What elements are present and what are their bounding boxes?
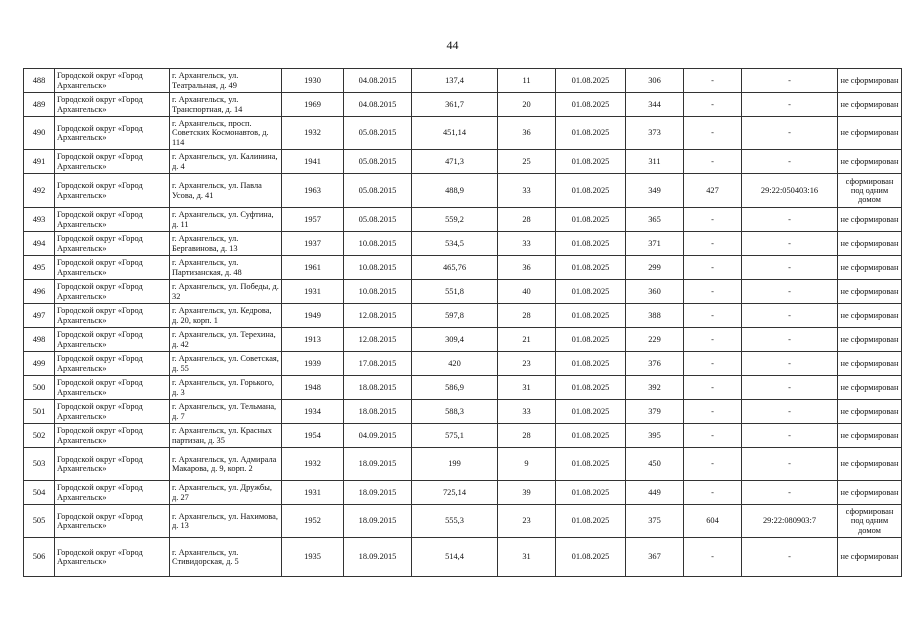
cadastre-cell: -: [742, 481, 838, 505]
plan-date-cell: 01.08.2025: [556, 538, 626, 577]
row-number: 506: [24, 538, 55, 577]
land-area-cell: -: [684, 448, 742, 481]
address-cell: г. Архангельск, ул. Горького, д. 3: [170, 376, 282, 400]
count-cell: 28: [498, 208, 556, 232]
year-cell: 1948: [282, 376, 344, 400]
land-area-cell: -: [684, 424, 742, 448]
date-cell: 18.09.2015: [344, 538, 412, 577]
table-body: [24, 69, 902, 577]
land-area-cell: -: [684, 328, 742, 352]
cadastre-cell: -: [742, 376, 838, 400]
date-cell: 17.08.2015: [344, 352, 412, 376]
year-cell: 1949: [282, 304, 344, 328]
count-cell: 23: [498, 352, 556, 376]
plan-date-cell: 01.08.2025: [556, 174, 626, 208]
months-cell: 392: [626, 376, 684, 400]
area-cell: 588,3: [412, 400, 498, 424]
address-cell: г. Архангельск, ул. Адмирала Макарова, д. 9, корп. 2: [170, 448, 282, 481]
date-cell: 18.08.2015: [344, 400, 412, 424]
address-cell: г. Архангельск, ул. Советская, д. 55: [170, 352, 282, 376]
status-cell: не сформирован: [838, 424, 902, 448]
plan-date-cell: 01.08.2025: [556, 424, 626, 448]
count-cell: 20: [498, 93, 556, 117]
status-cell: не сформирован: [838, 538, 902, 577]
plan-date-cell: 01.08.2025: [556, 150, 626, 174]
row-number: 501: [24, 400, 55, 424]
table-row: [24, 538, 902, 577]
municipality-cell: Городской округ «Город Архангельск»: [55, 208, 170, 232]
table-row: [24, 208, 902, 232]
date-cell: 10.08.2015: [344, 232, 412, 256]
count-cell: 9: [498, 448, 556, 481]
date-cell: 05.08.2015: [344, 208, 412, 232]
date-cell: 18.08.2015: [344, 376, 412, 400]
table-row: [24, 117, 902, 150]
municipality-cell: Городской округ «Город Архангельск»: [55, 93, 170, 117]
area-cell: 575,1: [412, 424, 498, 448]
land-area-cell: -: [684, 232, 742, 256]
date-cell: 12.08.2015: [344, 304, 412, 328]
count-cell: 40: [498, 280, 556, 304]
status-cell: не сформирован: [838, 280, 902, 304]
count-cell: 33: [498, 400, 556, 424]
area-cell: 534,5: [412, 232, 498, 256]
municipality-cell: Городской округ «Город Архангельск»: [55, 424, 170, 448]
count-cell: 36: [498, 117, 556, 150]
cadastre-cell: -: [742, 280, 838, 304]
table-row: [24, 69, 902, 93]
row-number: 503: [24, 448, 55, 481]
municipality-cell: Городской округ «Город Архангельск»: [55, 117, 170, 150]
area-cell: 137,4: [412, 69, 498, 93]
address-cell: г. Архангельск, ул. Бергавинова, д. 13: [170, 232, 282, 256]
address-cell: г. Архангельск, ул. Нахимова, д. 13: [170, 505, 282, 538]
count-cell: 39: [498, 481, 556, 505]
table-row: [24, 376, 902, 400]
address-cell: г. Архангельск, ул. Терехина, д. 42: [170, 328, 282, 352]
land-area-cell: -: [684, 538, 742, 577]
plan-date-cell: 01.08.2025: [556, 232, 626, 256]
year-cell: 1969: [282, 93, 344, 117]
address-cell: г. Архангельск, ул. Кедрова, д. 20, корп. 1: [170, 304, 282, 328]
municipality-cell: Городской округ «Город Архангельск»: [55, 69, 170, 93]
table-row: [24, 280, 902, 304]
year-cell: 1939: [282, 352, 344, 376]
land-area-cell: -: [684, 376, 742, 400]
year-cell: 1963: [282, 174, 344, 208]
status-cell: не сформирован: [838, 117, 902, 150]
municipality-cell: Городской округ «Город Архангельск»: [55, 174, 170, 208]
months-cell: 449: [626, 481, 684, 505]
months-cell: 311: [626, 150, 684, 174]
months-cell: 375: [626, 505, 684, 538]
area-cell: 559,2: [412, 208, 498, 232]
row-number: 498: [24, 328, 55, 352]
municipality-cell: Городской округ «Город Архангельск»: [55, 505, 170, 538]
year-cell: 1952: [282, 505, 344, 538]
date-cell: 10.08.2015: [344, 280, 412, 304]
months-cell: 373: [626, 117, 684, 150]
row-number: 491: [24, 150, 55, 174]
address-cell: г. Архангельск, ул. Суфтина, д. 11: [170, 208, 282, 232]
land-area-cell: -: [684, 280, 742, 304]
status-cell: не сформирован: [838, 376, 902, 400]
count-cell: 31: [498, 376, 556, 400]
count-cell: 28: [498, 304, 556, 328]
municipality-cell: Городской округ «Город Архангельск»: [55, 280, 170, 304]
housing-registry-table: [23, 68, 902, 577]
status-cell: сформирован под одним домом: [838, 174, 902, 208]
status-cell: не сформирован: [838, 232, 902, 256]
row-number: 499: [24, 352, 55, 376]
area-cell: 597,8: [412, 304, 498, 328]
date-cell: 05.08.2015: [344, 174, 412, 208]
plan-date-cell: 01.08.2025: [556, 481, 626, 505]
date-cell: 04.08.2015: [344, 69, 412, 93]
status-cell: не сформирован: [838, 208, 902, 232]
cadastre-cell: -: [742, 400, 838, 424]
months-cell: 360: [626, 280, 684, 304]
count-cell: 21: [498, 328, 556, 352]
page-number: 44: [446, 38, 459, 52]
area-cell: 420: [412, 352, 498, 376]
area-cell: 471,3: [412, 150, 498, 174]
cadastre-cell: -: [742, 232, 838, 256]
status-cell: не сформирован: [838, 256, 902, 280]
municipality-cell: Городской округ «Город Архангельск»: [55, 448, 170, 481]
date-cell: 05.08.2015: [344, 117, 412, 150]
land-area-cell: -: [684, 69, 742, 93]
months-cell: 367: [626, 538, 684, 577]
cadastre-cell: -: [742, 304, 838, 328]
area-cell: 199: [412, 448, 498, 481]
count-cell: 33: [498, 174, 556, 208]
plan-date-cell: 01.08.2025: [556, 117, 626, 150]
area-cell: 555,3: [412, 505, 498, 538]
address-cell: г. Архангельск, ул. Стивидорская, д. 5: [170, 538, 282, 577]
status-cell: сформирован под одним домом: [838, 505, 902, 538]
plan-date-cell: 01.08.2025: [556, 208, 626, 232]
cadastre-cell: -: [742, 448, 838, 481]
count-cell: 25: [498, 150, 556, 174]
land-area-cell: -: [684, 93, 742, 117]
table-row: [24, 352, 902, 376]
months-cell: 229: [626, 328, 684, 352]
municipality-cell: Городской округ «Город Архангельск»: [55, 150, 170, 174]
cadastre-cell: -: [742, 150, 838, 174]
months-cell: 376: [626, 352, 684, 376]
table-row: [24, 424, 902, 448]
area-cell: 586,9: [412, 376, 498, 400]
count-cell: 11: [498, 69, 556, 93]
land-area-cell: -: [684, 400, 742, 424]
municipality-cell: Городской округ «Город Архангельск»: [55, 481, 170, 505]
count-cell: 31: [498, 538, 556, 577]
cadastre-cell: -: [742, 538, 838, 577]
year-cell: 1957: [282, 208, 344, 232]
cadastre-cell: -: [742, 69, 838, 93]
land-area-cell: -: [684, 150, 742, 174]
year-cell: 1931: [282, 481, 344, 505]
cadastre-cell: 29:22:050403:16: [742, 174, 838, 208]
row-number: 495: [24, 256, 55, 280]
municipality-cell: Городской округ «Город Архангельск»: [55, 304, 170, 328]
land-area-cell: -: [684, 481, 742, 505]
row-number: 492: [24, 174, 55, 208]
address-cell: г. Архангельск, ул. Партизанская, д. 48: [170, 256, 282, 280]
plan-date-cell: 01.08.2025: [556, 376, 626, 400]
land-area-cell: 604: [684, 505, 742, 538]
year-cell: 1935: [282, 538, 344, 577]
land-area-cell: -: [684, 304, 742, 328]
months-cell: 306: [626, 69, 684, 93]
status-cell: не сформирован: [838, 150, 902, 174]
table-row: [24, 400, 902, 424]
area-cell: 488,9: [412, 174, 498, 208]
count-cell: 28: [498, 424, 556, 448]
land-area-cell: -: [684, 208, 742, 232]
plan-date-cell: 01.08.2025: [556, 69, 626, 93]
municipality-cell: Городской округ «Город Архангельск»: [55, 352, 170, 376]
address-cell: г. Архангельск, ул. Театральная, д. 49: [170, 69, 282, 93]
date-cell: 12.08.2015: [344, 328, 412, 352]
row-number: 504: [24, 481, 55, 505]
area-cell: 465,76: [412, 256, 498, 280]
row-number: 494: [24, 232, 55, 256]
months-cell: 371: [626, 232, 684, 256]
months-cell: 344: [626, 93, 684, 117]
address-cell: г. Архангельск, ул. Калинина, д. 4: [170, 150, 282, 174]
table-row: [24, 232, 902, 256]
count-cell: 23: [498, 505, 556, 538]
status-cell: не сформирован: [838, 448, 902, 481]
months-cell: 365: [626, 208, 684, 232]
plan-date-cell: 01.08.2025: [556, 328, 626, 352]
area-cell: 551,8: [412, 280, 498, 304]
plan-date-cell: 01.08.2025: [556, 400, 626, 424]
months-cell: 395: [626, 424, 684, 448]
land-area-cell: -: [684, 256, 742, 280]
address-cell: г. Архангельск, ул. Транспортная, д. 14: [170, 93, 282, 117]
address-cell: г. Архангельск, ул. Тельмана, д. 7: [170, 400, 282, 424]
address-cell: г. Архангельск, просп. Советских Космонавтов, д. 114: [170, 117, 282, 150]
plan-date-cell: 01.08.2025: [556, 448, 626, 481]
address-cell: г. Архангельск, ул. Дружбы, д. 27: [170, 481, 282, 505]
address-cell: г. Архангельск, ул. Павла Усова, д. 41: [170, 174, 282, 208]
municipality-cell: Городской округ «Город Архангельск»: [55, 232, 170, 256]
table-row: [24, 304, 902, 328]
months-cell: 379: [626, 400, 684, 424]
land-area-cell: -: [684, 352, 742, 376]
status-cell: не сформирован: [838, 481, 902, 505]
year-cell: 1941: [282, 150, 344, 174]
area-cell: 361,7: [412, 93, 498, 117]
plan-date-cell: 01.08.2025: [556, 505, 626, 538]
address-cell: г. Архангельск, ул. Красных партизан, д. 35: [170, 424, 282, 448]
months-cell: 299: [626, 256, 684, 280]
date-cell: 18.09.2015: [344, 481, 412, 505]
table-row: [24, 481, 902, 505]
table-row: [24, 150, 902, 174]
land-area-cell: 427: [684, 174, 742, 208]
months-cell: 450: [626, 448, 684, 481]
year-cell: 1954: [282, 424, 344, 448]
plan-date-cell: 01.08.2025: [556, 256, 626, 280]
cadastre-cell: -: [742, 208, 838, 232]
plan-date-cell: 01.08.2025: [556, 304, 626, 328]
row-number: 488: [24, 69, 55, 93]
municipality-cell: Городской округ «Город Архангельск»: [55, 400, 170, 424]
row-number: 490: [24, 117, 55, 150]
date-cell: 18.09.2015: [344, 505, 412, 538]
table-row: [24, 448, 902, 481]
plan-date-cell: 01.08.2025: [556, 93, 626, 117]
count-cell: 36: [498, 256, 556, 280]
area-cell: 309,4: [412, 328, 498, 352]
municipality-cell: Городской округ «Город Архангельск»: [55, 538, 170, 577]
municipality-cell: Городской округ «Город Архангельск»: [55, 256, 170, 280]
date-cell: 04.09.2015: [344, 424, 412, 448]
plan-date-cell: 01.08.2025: [556, 352, 626, 376]
cadastre-cell: -: [742, 93, 838, 117]
date-cell: 04.08.2015: [344, 93, 412, 117]
area-cell: 514,4: [412, 538, 498, 577]
status-cell: не сформирован: [838, 352, 902, 376]
year-cell: 1913: [282, 328, 344, 352]
months-cell: 349: [626, 174, 684, 208]
address-cell: г. Архангельск, ул. Победы, д. 32: [170, 280, 282, 304]
year-cell: 1961: [282, 256, 344, 280]
row-number: 500: [24, 376, 55, 400]
area-cell: 451,14: [412, 117, 498, 150]
table-row: [24, 174, 902, 208]
cadastre-cell: -: [742, 117, 838, 150]
year-cell: 1931: [282, 280, 344, 304]
cadastre-cell: -: [742, 256, 838, 280]
area-cell: 725,14: [412, 481, 498, 505]
status-cell: не сформирован: [838, 328, 902, 352]
municipality-cell: Городской округ «Город Архангельск»: [55, 328, 170, 352]
date-cell: 05.08.2015: [344, 150, 412, 174]
year-cell: 1930: [282, 69, 344, 93]
row-number: 497: [24, 304, 55, 328]
status-cell: не сформирован: [838, 400, 902, 424]
cadastre-cell: -: [742, 424, 838, 448]
row-number: 493: [24, 208, 55, 232]
year-cell: 1932: [282, 117, 344, 150]
status-cell: не сформирован: [838, 93, 902, 117]
row-number: 502: [24, 424, 55, 448]
row-number: 489: [24, 93, 55, 117]
date-cell: 10.08.2015: [344, 256, 412, 280]
municipality-cell: Городской округ «Город Архангельск»: [55, 376, 170, 400]
status-cell: не сформирован: [838, 69, 902, 93]
plan-date-cell: 01.08.2025: [556, 280, 626, 304]
table-row: [24, 93, 902, 117]
table-row: [24, 505, 902, 538]
row-number: 505: [24, 505, 55, 538]
year-cell: 1934: [282, 400, 344, 424]
status-cell: не сформирован: [838, 304, 902, 328]
land-area-cell: -: [684, 117, 742, 150]
cadastre-cell: -: [742, 328, 838, 352]
date-cell: 18.09.2015: [344, 448, 412, 481]
cadastre-cell: 29:22:080903:7: [742, 505, 838, 538]
cadastre-cell: -: [742, 352, 838, 376]
table-row: [24, 256, 902, 280]
table-row: [24, 328, 902, 352]
months-cell: 388: [626, 304, 684, 328]
count-cell: 33: [498, 232, 556, 256]
year-cell: 1932: [282, 448, 344, 481]
year-cell: 1937: [282, 232, 344, 256]
row-number: 496: [24, 280, 55, 304]
